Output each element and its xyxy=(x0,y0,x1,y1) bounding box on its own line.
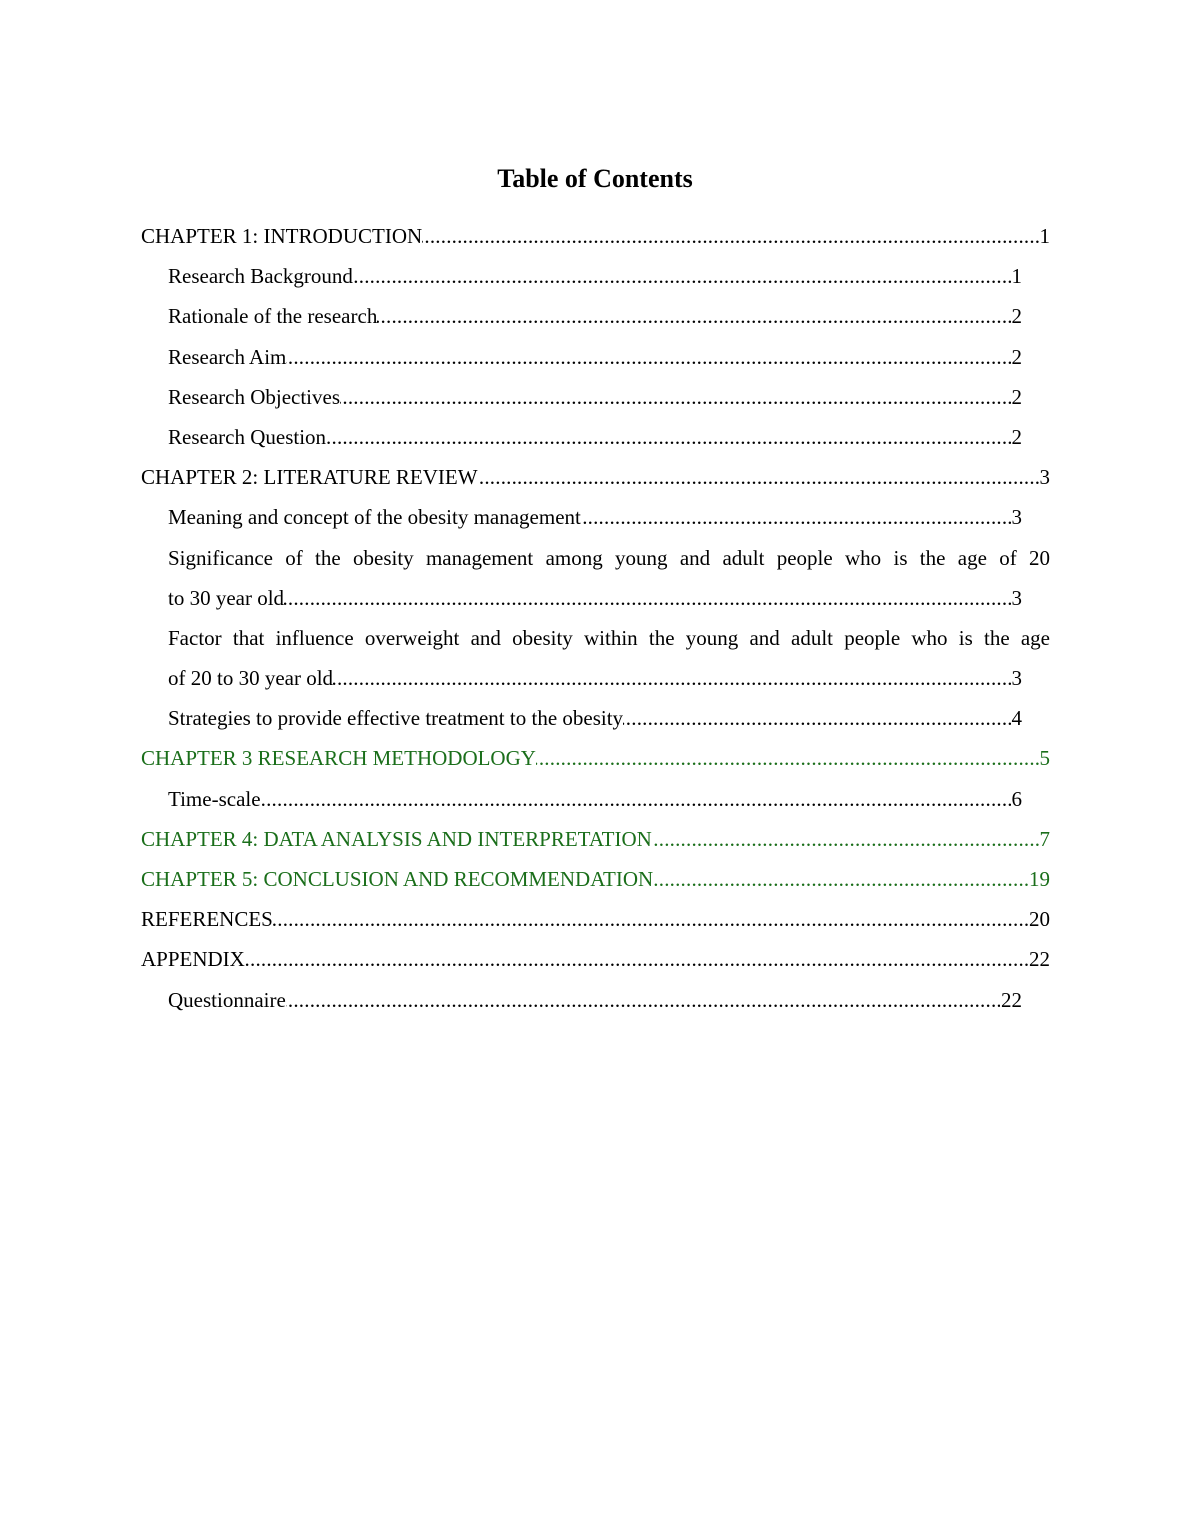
toc-page-number: 1 xyxy=(1039,216,1051,256)
dot-leader xyxy=(168,980,1022,1020)
toc-page-number: 1 xyxy=(1011,256,1023,296)
toc-entry-text: Research Objectives xyxy=(168,384,341,409)
toc-entry-text-line-1: Factor that influence overweight and obesity within the young and adult people who is the age xyxy=(168,625,1050,650)
toc-entry-time-scale[interactable] xyxy=(168,779,1022,819)
toc-page-number: 20 xyxy=(1028,899,1050,939)
toc-page-number: 7 xyxy=(1039,819,1051,859)
toc-entry-appendix[interactable] xyxy=(141,939,1050,979)
toc-page-number: 3 xyxy=(1011,497,1023,537)
toc-entry-text: Research Question xyxy=(168,424,327,449)
toc-entry-text: CHAPTER 1: INTRODUCTION xyxy=(141,224,423,248)
toc-page-number: 3 xyxy=(1011,658,1023,698)
toc-entry-text-line-1: Significance of the obesity management among young and adult people who is the age of 20 xyxy=(168,545,1050,570)
toc-entry-research-question[interactable] xyxy=(168,417,1022,457)
dot-leader xyxy=(141,939,1050,979)
toc-entry-chapter-5[interactable] xyxy=(141,859,1050,899)
toc-entry-text: Research Aim xyxy=(168,344,287,369)
toc-entry-text: CHAPTER 4: DATA ANALYSIS AND INTERPRETATION xyxy=(141,826,652,851)
toc-entry-factor[interactable] xyxy=(168,618,1050,698)
toc-entry-text: Meaning and concept of the obesity management xyxy=(168,505,581,530)
toc-entry-text: CHAPTER 5: CONCLUSION AND RECOMMENDATION xyxy=(141,867,654,891)
toc-page-number: 4 xyxy=(1011,698,1023,738)
toc-page-number: 2 xyxy=(1011,296,1023,336)
toc-page-number: 3 xyxy=(1011,578,1023,618)
toc-entry-chapter-3[interactable] xyxy=(141,738,1050,778)
toc-entry-chapter-1[interactable] xyxy=(141,216,1050,256)
dot-leader xyxy=(141,899,1050,939)
toc-page-number: 19 xyxy=(1028,859,1050,899)
toc-entry-research-objectives[interactable] xyxy=(168,377,1022,417)
toc-title: Table of Contents xyxy=(497,164,693,193)
toc-page-number: 6 xyxy=(1011,779,1023,819)
dot-leader xyxy=(168,578,1022,618)
toc-page-number: 2 xyxy=(1011,337,1023,377)
toc-entry-significance[interactable] xyxy=(168,538,1050,618)
toc-entry-references[interactable] xyxy=(141,899,1050,939)
toc-entry-text: Rationale of the research xyxy=(168,304,378,329)
toc-entry-text: CHAPTER 3 RESEARCH METHODOLOGY xyxy=(141,746,536,771)
toc-entry-research-background[interactable] xyxy=(168,256,1022,296)
toc-entry-rationale[interactable] xyxy=(168,296,1022,336)
toc-entry-text: Strategies to provide effective treatment to the obesity xyxy=(168,706,624,731)
toc-page-number: 2 xyxy=(1011,377,1023,417)
toc-entry-text: APPENDIX xyxy=(141,947,245,972)
toc-page-number: 22 xyxy=(1028,939,1050,979)
toc-entry-meaning-concept[interactable] xyxy=(168,497,1022,537)
toc-entry-text: Questionnaire xyxy=(168,987,286,1012)
toc-entry-chapter-2[interactable] xyxy=(141,457,1050,497)
toc-entry-text-line-2-row xyxy=(168,578,1022,618)
toc-entry-chapter-4[interactable] xyxy=(141,819,1050,859)
toc-entry-text-line-2: to 30 year old xyxy=(168,585,285,610)
toc-entry-strategies[interactable] xyxy=(168,698,1022,738)
toc-entry-text: CHAPTER 2: LITERATURE REVIEW xyxy=(141,465,478,490)
dot-leader xyxy=(168,337,1022,377)
toc-entry-text: REFERENCES xyxy=(141,907,273,932)
toc-page-number: 2 xyxy=(1011,417,1023,457)
toc-page-number: 3 xyxy=(1039,457,1051,497)
toc-page-number: 22 xyxy=(1000,980,1022,1020)
toc-entry-research-aim[interactable] xyxy=(168,337,1022,377)
toc-page-number: 5 xyxy=(1039,738,1051,778)
toc-entry-questionnaire[interactable] xyxy=(168,980,1022,1020)
dot-leader xyxy=(168,779,1022,819)
toc-entry-text-line-2: of 20 to 30 year old xyxy=(168,666,334,691)
toc-list xyxy=(141,216,1050,1020)
toc-entry-text: Research Background xyxy=(168,264,353,289)
toc-entry-text: Time-scale xyxy=(168,786,261,811)
toc-entry-text-line-2-row xyxy=(168,658,1022,698)
